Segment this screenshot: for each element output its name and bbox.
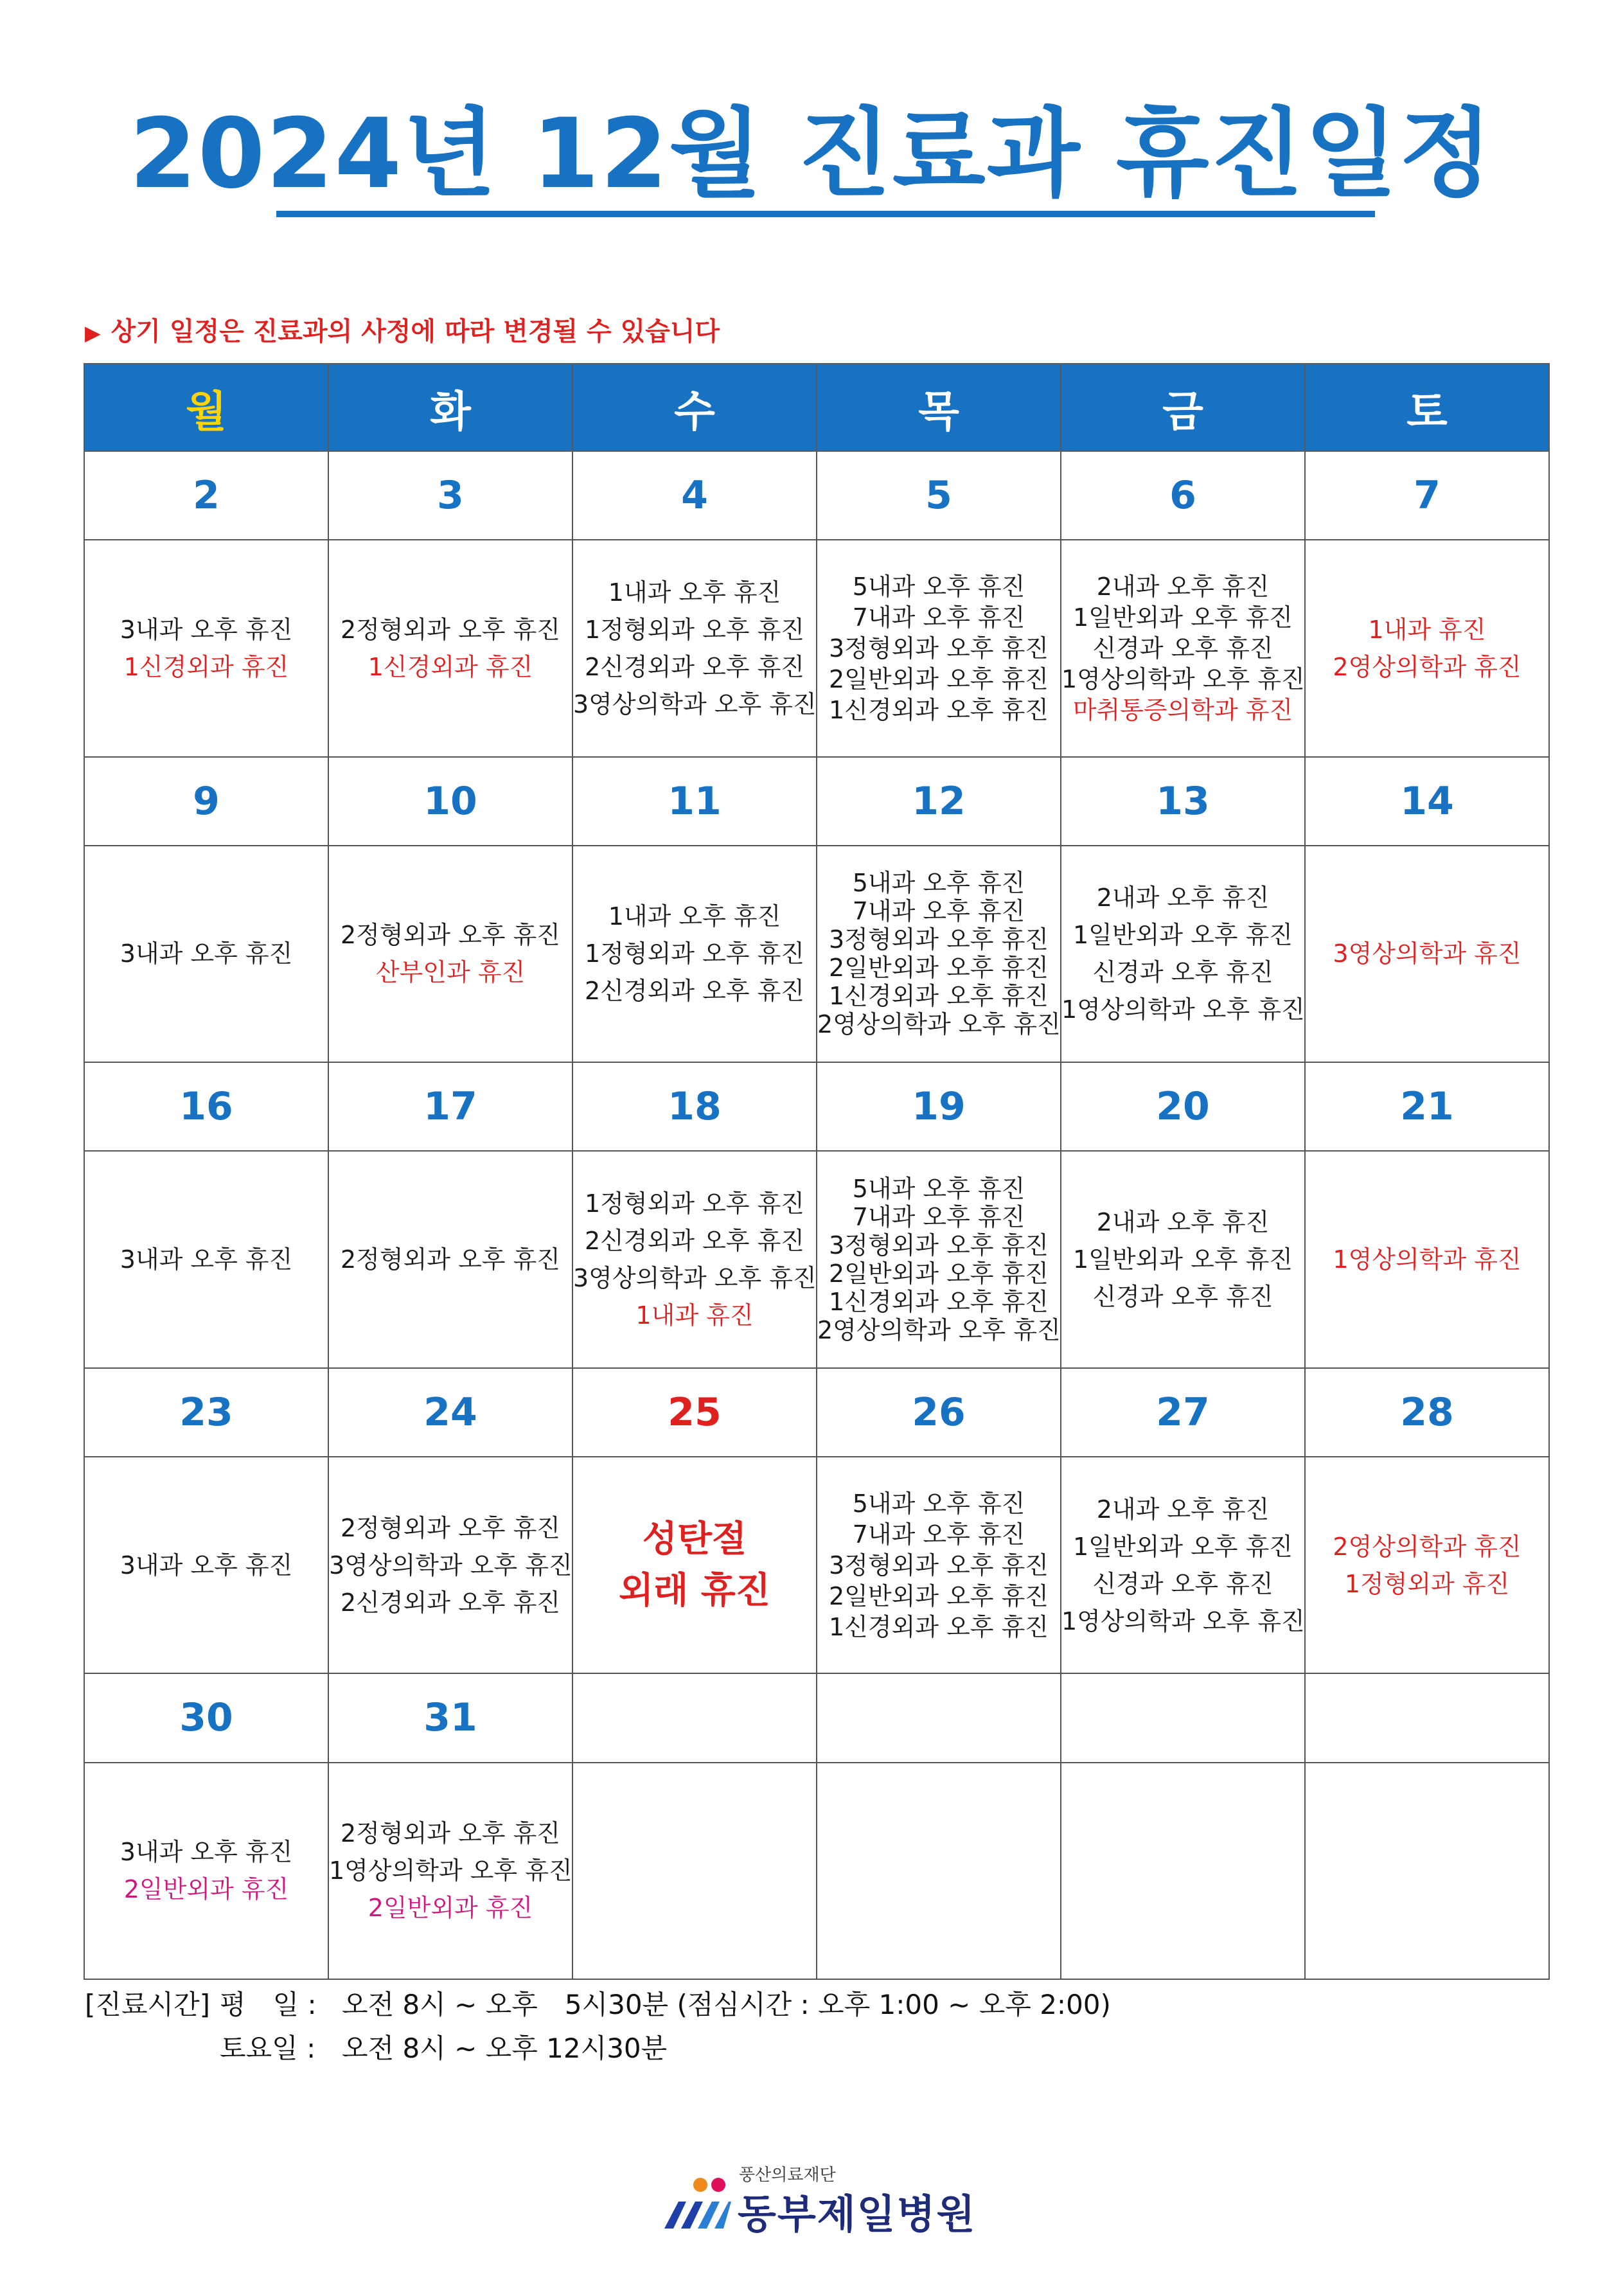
- date-cell: 25: [572, 1368, 817, 1457]
- schedule-cell: [1061, 846, 1305, 1062]
- date-cell: 4: [572, 451, 817, 540]
- closure-entry: 2일반외과 휴진: [368, 1894, 533, 1923]
- closure-entry: 1신경외과 휴진: [123, 652, 289, 681]
- hours-weekday-value: 오전 8시 ~ 오후 5시30분 (점심시간 : 오후 1:00 ~ 오후 2:00): [342, 1989, 1111, 2020]
- closure-entry: 3영상의학과 휴진: [1333, 939, 1521, 968]
- closure-entry: 2정형외과 오후 휴진: [341, 1819, 560, 1848]
- date-cell: 3: [328, 451, 572, 540]
- hospital-foundation: 풍산의료재단: [739, 2166, 836, 2185]
- closure-entry: 1신경외과 오후 휴진: [829, 695, 1049, 724]
- closure-entry: 2신경외과 오후 휴진: [585, 977, 804, 1006]
- date-cell: 31: [328, 1673, 572, 1762]
- closure-entry: 2영상의학과 오후 휴진: [817, 1010, 1061, 1039]
- date-row: [84, 757, 1549, 846]
- closure-entry: 2정형외과 오후 휴진: [341, 1245, 560, 1274]
- schedule-row: [84, 846, 1549, 1062]
- date-cell: 27: [1061, 1368, 1305, 1457]
- closure-entry: 5내과 오후 휴진: [852, 869, 1025, 898]
- closure-entry: 1내과 오후 휴진: [608, 902, 781, 931]
- weekday-header: 목: [817, 364, 1061, 451]
- closure-entry: 1일반외과 오후 휴진: [1073, 1532, 1293, 1561]
- closure-entry: 1정형외과 휴진: [1344, 1569, 1510, 1598]
- date-cell: 30: [84, 1673, 328, 1762]
- closure-entry: 5내과 오후 휴진: [852, 1175, 1025, 1204]
- closure-entry: 1영상의학과 휴진: [1333, 1245, 1521, 1274]
- closure-entry: 7내과 오후 휴진: [852, 603, 1025, 632]
- closure-entry: 2내과 오후 휴진: [1096, 1495, 1270, 1524]
- closure-entry: 3정형외과 오후 휴진: [829, 1551, 1049, 1580]
- date-cell: 18: [572, 1062, 817, 1151]
- schedule-cell: [817, 1763, 1061, 1979]
- closure-entry: 1영상의학과 오후 휴진: [1061, 664, 1305, 693]
- closure-entry: 1신경외과 휴진: [368, 652, 533, 681]
- closure-entry: 1신경외과 오후 휴진: [829, 982, 1049, 1011]
- date-cell: [572, 1673, 817, 1762]
- date-cell: 13: [1061, 757, 1305, 846]
- date-cell: 10: [328, 757, 572, 846]
- weekday-header: 금: [1061, 364, 1305, 451]
- closure-entry: 2신경외과 오후 휴진: [585, 652, 804, 681]
- closure-entry: 2내과 오후 휴진: [1096, 1208, 1270, 1237]
- date-cell: 16: [84, 1062, 328, 1151]
- schedule-cell: [1305, 1151, 1549, 1367]
- date-cell: 19: [817, 1062, 1061, 1151]
- date-cell: [817, 1673, 1061, 1762]
- closure-entry: 2일반외과 휴진: [123, 1875, 289, 1904]
- closure-entry: 3영상의학과 오후 휴진: [573, 1264, 817, 1293]
- date-cell: 11: [572, 757, 817, 846]
- closure-entry: 1영상의학과 오후 휴진: [1061, 995, 1305, 1024]
- closure-entry: 3내과 오후 휴진: [120, 939, 293, 968]
- date-cell: 9: [84, 757, 328, 846]
- notice: [85, 314, 720, 351]
- weekday-header-row: [84, 364, 1549, 451]
- closure-entry: 5내과 오후 휴진: [852, 1489, 1025, 1518]
- closure-entry: 7내과 오후 휴진: [852, 1203, 1025, 1232]
- closure-entry: 2일반외과 오후 휴진: [829, 1581, 1049, 1610]
- date-cell: 7: [1305, 451, 1549, 540]
- schedule-row: [84, 1457, 1549, 1673]
- closure-entry: 2정형외과 오후 휴진: [341, 1513, 560, 1542]
- schedule-cell: [1305, 540, 1549, 756]
- date-cell: 12: [817, 757, 1061, 846]
- closure-entry: 1영상의학과 오후 휴진: [1061, 1606, 1305, 1635]
- closure-entry: 7내과 오후 휴진: [852, 1520, 1025, 1549]
- schedule-cell: [817, 1457, 1061, 1673]
- closure-entry: 1내과 오후 휴진: [608, 578, 781, 607]
- closure-entry: 3내과 오후 휴진: [120, 1551, 293, 1580]
- closure-entry: 2일반외과 오후 휴진: [829, 664, 1049, 693]
- closure-entry: 2정형외과 오후 휴진: [341, 921, 560, 950]
- schedule-cell: [328, 540, 572, 756]
- clinic-hours: [85, 1983, 1111, 2070]
- closure-entry: 3정형외과 오후 휴진: [829, 1231, 1049, 1260]
- date-cell: 20: [1061, 1062, 1305, 1151]
- date-cell: 28: [1305, 1368, 1549, 1457]
- closure-entry: 1정형외과 오후 휴진: [585, 1189, 804, 1218]
- hours-label: [진료시간]: [85, 1989, 211, 2020]
- closure-entry: 신경과 오후 휴진: [1092, 634, 1273, 663]
- schedule-row: [84, 540, 1549, 756]
- closure-entry: 2영상의학과 휴진: [1333, 1532, 1521, 1561]
- holiday-notice: 성탄절: [642, 1518, 747, 1560]
- weekday-header: 토: [1305, 364, 1549, 451]
- hours-weekday-row: [85, 1983, 1111, 2027]
- schedule-cell: [1061, 1457, 1305, 1673]
- closure-entry: 1신경외과 오후 휴진: [829, 1612, 1049, 1641]
- date-row: [84, 1673, 1549, 1762]
- notice-text: 상기 일정은 진료과의 사정에 따라 변경될 수 있습니다: [111, 317, 720, 346]
- closure-entry: 5내과 오후 휴진: [852, 572, 1025, 601]
- closure-entry: 1정형외과 오후 휴진: [585, 939, 804, 968]
- schedule-calendar: [84, 363, 1550, 1980]
- schedule-cell: [817, 1151, 1061, 1367]
- date-cell: 17: [328, 1062, 572, 1151]
- hours-saturday-row: [85, 2027, 1111, 2070]
- schedule-cell: [328, 1457, 572, 1673]
- date-cell: 14: [1305, 757, 1549, 846]
- schedule-row: [84, 1763, 1549, 1979]
- date-cell: 5: [817, 451, 1061, 540]
- schedule-cell: [572, 540, 817, 756]
- schedule-cell: [572, 1457, 817, 1673]
- schedule-cell: [328, 1763, 572, 1979]
- date-cell: [1305, 1673, 1549, 1762]
- closure-entry: 2일반외과 오후 휴진: [829, 954, 1049, 983]
- schedule-cell: [1305, 846, 1549, 1062]
- weekday-header: 월: [84, 364, 328, 451]
- closure-entry: 2신경외과 오후 휴진: [585, 1227, 804, 1256]
- date-cell: 23: [84, 1368, 328, 1457]
- schedule-cell: [1305, 1457, 1549, 1673]
- closure-entry: 1내과 휴진: [635, 1301, 754, 1330]
- schedule-cell: [328, 846, 572, 1062]
- schedule-cell: [572, 1763, 817, 1979]
- schedule-cell: [1305, 1763, 1549, 1979]
- closure-entry: 3영상의학과 오후 휴진: [329, 1551, 572, 1580]
- schedule-cell: [1061, 1763, 1305, 1979]
- page-title: 2024년 12월 진료과 휴진일정: [129, 98, 1494, 210]
- closure-entry: 1신경외과 오후 휴진: [829, 1288, 1049, 1317]
- closure-entry: 산부인과 휴진: [375, 958, 526, 987]
- schedule-cell: [572, 1151, 817, 1367]
- closure-entry: 3영상의학과 오후 휴진: [573, 690, 817, 718]
- holiday-notice: 외래 휴진: [619, 1569, 770, 1612]
- weekday-header: 화: [328, 364, 572, 451]
- closure-entry: 3정형외과 오후 휴진: [829, 634, 1049, 663]
- schedule-cell: [1061, 1151, 1305, 1367]
- closure-entry: 1영상의학과 오후 휴진: [329, 1856, 572, 1885]
- hospital-logo: [662, 2159, 983, 2243]
- closure-entry: 2정형외과 오후 휴진: [341, 615, 560, 644]
- closure-entry: 신경과 오후 휴진: [1092, 1569, 1273, 1598]
- schedule-cell: [84, 1763, 328, 1979]
- hours-saturday-key: 토요일 :: [220, 2033, 316, 2064]
- date-cell: 21: [1305, 1062, 1549, 1151]
- hours-weekday-key: 평 일 :: [220, 1989, 317, 2020]
- closure-entry: 3내과 오후 휴진: [120, 615, 293, 644]
- date-cell: 6: [1061, 451, 1305, 540]
- hospital-name: 동부제일병원: [738, 2191, 977, 2238]
- closure-entry: 2영상의학과 오후 휴진: [817, 1316, 1061, 1345]
- notice-arrow-icon: ▶: [85, 321, 101, 345]
- closure-entry: 2내과 오후 휴진: [1096, 572, 1270, 601]
- closure-entry: 1일반외과 오후 휴진: [1073, 921, 1293, 950]
- closure-entry: 1일반외과 오후 휴진: [1073, 1245, 1293, 1274]
- closure-entry: 2영상의학과 휴진: [1333, 652, 1521, 681]
- closure-entry: 2신경외과 오후 휴진: [341, 1588, 560, 1617]
- hospital-logo-icon: [662, 2176, 732, 2234]
- closure-entry: 신경과 오후 휴진: [1092, 958, 1273, 987]
- schedule-cell: [84, 1457, 328, 1673]
- schedule-cell: [572, 846, 817, 1062]
- schedule-cell: [1061, 540, 1305, 756]
- date-row: [84, 451, 1549, 540]
- date-cell: 2: [84, 451, 328, 540]
- closure-entry: 2내과 오후 휴진: [1096, 884, 1270, 912]
- schedule-cell: [328, 1151, 572, 1367]
- closure-entry: 3정형외과 오후 휴진: [829, 925, 1049, 954]
- schedule-cell: [84, 1151, 328, 1367]
- closure-entry: 1내과 휴진: [1368, 615, 1486, 644]
- schedule-cell: [84, 540, 328, 756]
- schedule-cell: [817, 540, 1061, 756]
- closure-entry: 1일반외과 오후 휴진: [1073, 603, 1293, 632]
- closure-entry: 3내과 오후 휴진: [120, 1838, 293, 1867]
- closure-entry: 3내과 오후 휴진: [120, 1245, 293, 1274]
- date-cell: 26: [817, 1368, 1061, 1457]
- schedule-row: [84, 1151, 1549, 1367]
- date-row: [84, 1368, 1549, 1457]
- closure-entry: 2일반외과 오후 휴진: [829, 1259, 1049, 1288]
- closure-entry: 7내과 오후 휴진: [852, 897, 1025, 926]
- date-row: [84, 1062, 1549, 1151]
- closure-entry: 신경과 오후 휴진: [1092, 1283, 1273, 1312]
- schedule-cell: [817, 846, 1061, 1062]
- hours-saturday-value: 오전 8시 ~ 오후 12시30분: [342, 2033, 668, 2064]
- date-cell: [1061, 1673, 1305, 1762]
- title-underline: [276, 211, 1375, 217]
- weekday-header: 수: [572, 364, 817, 451]
- closure-entry: 마취통증의학과 휴진: [1072, 695, 1293, 724]
- schedule-cell: [84, 846, 328, 1062]
- closure-entry: 1정형외과 오후 휴진: [585, 615, 804, 644]
- calendar-body: [84, 451, 1549, 1979]
- date-cell: 24: [328, 1368, 572, 1457]
